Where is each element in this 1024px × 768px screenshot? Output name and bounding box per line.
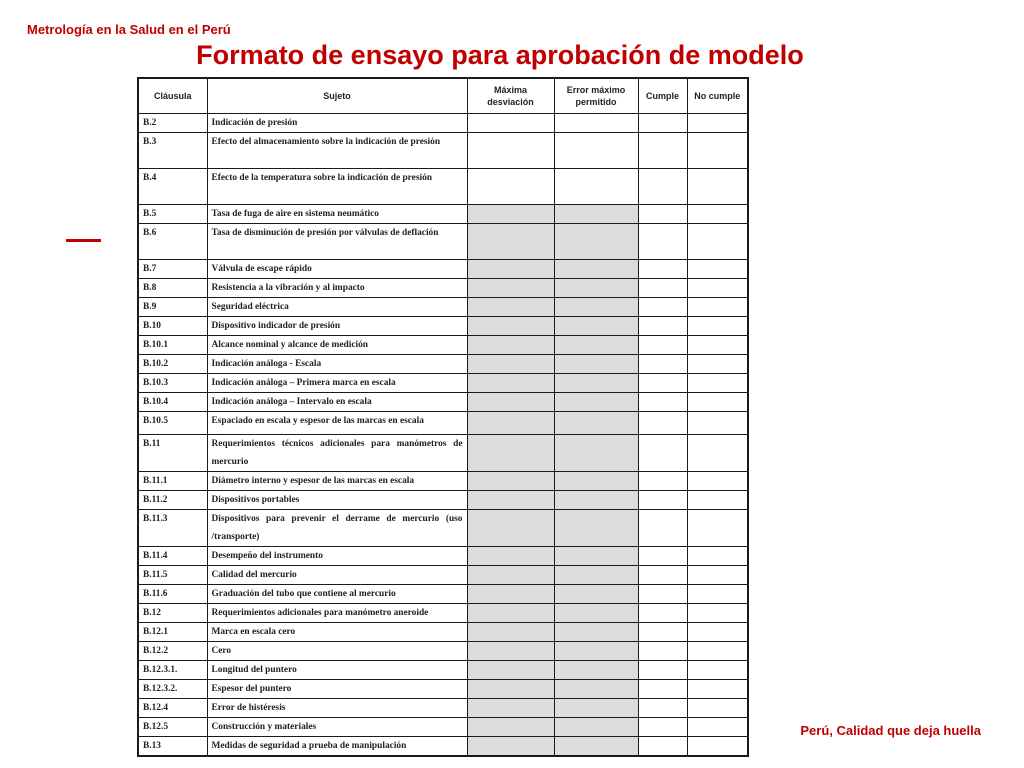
- clause-cell: B.10.2: [138, 355, 207, 374]
- header-not-complies: No cumple: [687, 78, 748, 114]
- clause-cell: B.8: [138, 279, 207, 298]
- max-error-cell[interactable]: [554, 169, 638, 205]
- table-row: [138, 547, 748, 566]
- max-deviation-cell[interactable]: [467, 114, 554, 133]
- complies-cell[interactable]: [638, 133, 687, 169]
- not-complies-cell[interactable]: [687, 472, 748, 491]
- subject-cell: Tasa de disminución de presión por válvulas de deflación: [207, 224, 467, 260]
- complies-cell[interactable]: [638, 114, 687, 133]
- table-row: [138, 260, 748, 279]
- max-deviation-cell[interactable]: [467, 435, 554, 472]
- table-row: [138, 491, 748, 510]
- table-row: [138, 169, 748, 205]
- clause-cell: B.11.4: [138, 547, 207, 566]
- clause-cell: B.12: [138, 604, 207, 623]
- max-error-cell[interactable]: [554, 374, 638, 393]
- not-complies-cell[interactable]: [687, 114, 748, 133]
- max-error-cell[interactable]: [554, 661, 638, 680]
- max-deviation-cell[interactable]: [467, 547, 554, 566]
- clause-cell: B.10.1: [138, 336, 207, 355]
- table-row: [138, 298, 748, 317]
- table-row: [138, 205, 748, 224]
- subject-cell: Longitud del puntero: [207, 661, 467, 680]
- not-complies-cell[interactable]: [687, 336, 748, 355]
- not-complies-cell[interactable]: [687, 491, 748, 510]
- clause-cell: B.12.5: [138, 718, 207, 737]
- table-row: [138, 510, 748, 547]
- footer-tagline: Perú, Calidad que deja huella: [800, 723, 981, 738]
- not-complies-cell[interactable]: [687, 224, 748, 260]
- max-error-cell[interactable]: [554, 472, 638, 491]
- not-complies-cell[interactable]: [687, 317, 748, 336]
- max-error-cell[interactable]: [554, 260, 638, 279]
- subject-cell: Marca en escala cero: [207, 623, 467, 642]
- not-complies-cell[interactable]: [687, 661, 748, 680]
- complies-cell[interactable]: [638, 279, 687, 298]
- table-row: [138, 623, 748, 642]
- subject-cell: Indicación análoga – Intervalo en escala: [207, 393, 467, 412]
- clause-cell: B.11.5: [138, 566, 207, 585]
- max-deviation-cell[interactable]: [467, 298, 554, 317]
- max-error-cell[interactable]: [554, 718, 638, 737]
- max-error-cell[interactable]: [554, 642, 638, 661]
- complies-cell[interactable]: [638, 718, 687, 737]
- complies-cell[interactable]: [638, 435, 687, 472]
- subject-cell: Válvula de escape rápido: [207, 260, 467, 279]
- max-error-cell[interactable]: [554, 298, 638, 317]
- not-complies-cell[interactable]: [687, 566, 748, 585]
- header-max-deviation: Máxima desviación: [467, 78, 554, 114]
- clause-cell: B.13: [138, 737, 207, 757]
- not-complies-cell[interactable]: [687, 260, 748, 279]
- clause-cell: B.12.2: [138, 642, 207, 661]
- max-deviation-cell[interactable]: [467, 393, 554, 412]
- subject-cell: Indicación de presión: [207, 114, 467, 133]
- table-row: [138, 224, 748, 260]
- subject-cell: Indicación análoga - Escala: [207, 355, 467, 374]
- table-row: [138, 642, 748, 661]
- max-deviation-cell[interactable]: [467, 585, 554, 604]
- max-error-cell[interactable]: [554, 317, 638, 336]
- not-complies-cell[interactable]: [687, 699, 748, 718]
- subject-cell: Tasa de fuga de aire en sistema neumático: [207, 205, 467, 224]
- table-row: [138, 737, 748, 757]
- max-error-cell[interactable]: [554, 412, 638, 435]
- max-error-cell[interactable]: [554, 205, 638, 224]
- clause-cell: B.5: [138, 205, 207, 224]
- test-format-table: [137, 77, 749, 757]
- not-complies-cell[interactable]: [687, 298, 748, 317]
- complies-cell[interactable]: [638, 737, 687, 757]
- subject-cell: Graduación del tubo que contiene al mercurio: [207, 585, 467, 604]
- table-body: [138, 114, 748, 757]
- table-row: [138, 374, 748, 393]
- table-row: [138, 279, 748, 298]
- max-error-cell[interactable]: [554, 133, 638, 169]
- complies-cell[interactable]: [638, 374, 687, 393]
- max-error-cell[interactable]: [554, 680, 638, 699]
- not-complies-cell[interactable]: [687, 205, 748, 224]
- subject-cell: Efecto del almacenamiento sobre la indicación de presión: [207, 133, 467, 169]
- max-deviation-cell[interactable]: [467, 661, 554, 680]
- clause-cell: B.10: [138, 317, 207, 336]
- clause-cell: B.11: [138, 435, 207, 472]
- max-deviation-cell[interactable]: [467, 472, 554, 491]
- complies-cell[interactable]: [638, 224, 687, 260]
- subject-cell: Seguridad eléctrica: [207, 298, 467, 317]
- not-complies-cell[interactable]: [687, 435, 748, 472]
- not-complies-cell[interactable]: [687, 642, 748, 661]
- subject-cell: Espaciado en escala y espesor de las marcas en escala: [207, 412, 467, 435]
- max-error-cell[interactable]: [554, 393, 638, 412]
- clause-cell: B.11.3: [138, 510, 207, 547]
- table-row: [138, 336, 748, 355]
- complies-cell[interactable]: [638, 699, 687, 718]
- header-max-error: Error máximo permitido: [554, 78, 638, 114]
- max-error-cell[interactable]: [554, 623, 638, 642]
- max-error-cell[interactable]: [554, 737, 638, 757]
- complies-cell[interactable]: [638, 661, 687, 680]
- header-clause: Cláusula: [138, 78, 207, 114]
- max-deviation-cell[interactable]: [467, 205, 554, 224]
- max-error-cell[interactable]: [554, 224, 638, 260]
- clause-cell: B.12.4: [138, 699, 207, 718]
- complies-cell[interactable]: [638, 547, 687, 566]
- max-deviation-cell[interactable]: [467, 491, 554, 510]
- not-complies-cell[interactable]: [687, 623, 748, 642]
- clause-cell: B.7: [138, 260, 207, 279]
- complies-cell[interactable]: [638, 355, 687, 374]
- clause-cell: B.12.1: [138, 623, 207, 642]
- max-deviation-cell[interactable]: [467, 566, 554, 585]
- subject-cell: Medidas de seguridad a prueba de manipulación: [207, 737, 467, 757]
- max-deviation-cell[interactable]: [467, 133, 554, 169]
- complies-cell[interactable]: [638, 298, 687, 317]
- header-subject: Sujeto: [207, 78, 467, 114]
- max-error-cell[interactable]: [554, 114, 638, 133]
- not-complies-cell[interactable]: [687, 585, 748, 604]
- subject-cell: Dispositivos portables: [207, 491, 467, 510]
- complies-cell[interactable]: [638, 412, 687, 435]
- clause-cell: B.10.3: [138, 374, 207, 393]
- complies-cell[interactable]: [638, 317, 687, 336]
- max-deviation-cell[interactable]: [467, 642, 554, 661]
- max-error-cell[interactable]: [554, 547, 638, 566]
- max-deviation-cell[interactable]: [467, 355, 554, 374]
- max-deviation-cell[interactable]: [467, 169, 554, 205]
- max-deviation-cell[interactable]: [467, 510, 554, 547]
- clause-cell: B.10.5: [138, 412, 207, 435]
- max-deviation-cell[interactable]: [467, 699, 554, 718]
- not-complies-cell[interactable]: [687, 279, 748, 298]
- max-deviation-cell[interactable]: [467, 680, 554, 699]
- max-error-cell[interactable]: [554, 491, 638, 510]
- max-error-cell[interactable]: [554, 566, 638, 585]
- table-row: [138, 680, 748, 699]
- decorative-dash: [66, 239, 101, 242]
- subject-cell: Indicación análoga – Primera marca en escala: [207, 374, 467, 393]
- not-complies-cell[interactable]: [687, 604, 748, 623]
- subject-cell: Cero: [207, 642, 467, 661]
- max-error-cell[interactable]: [554, 435, 638, 472]
- clause-cell: B.3: [138, 133, 207, 169]
- complies-cell[interactable]: [638, 585, 687, 604]
- complies-cell[interactable]: [638, 510, 687, 547]
- header-complies: Cumple: [638, 78, 687, 114]
- clause-cell: B.6: [138, 224, 207, 260]
- table-row: [138, 661, 748, 680]
- subject-cell: Dispositivo indicador de presión: [207, 317, 467, 336]
- max-deviation-cell[interactable]: [467, 737, 554, 757]
- complies-cell[interactable]: [638, 642, 687, 661]
- table-row: [138, 435, 748, 472]
- max-deviation-cell[interactable]: [467, 224, 554, 260]
- subject-cell: Calidad del mercurio: [207, 566, 467, 585]
- max-deviation-cell[interactable]: [467, 260, 554, 279]
- max-error-cell[interactable]: [554, 355, 638, 374]
- complies-cell[interactable]: [638, 260, 687, 279]
- max-error-cell[interactable]: [554, 336, 638, 355]
- subject-cell: Efecto de la temperatura sobre la indicación de presión: [207, 169, 467, 205]
- slide-subtitle: Metrología en la Salud en el Perú: [27, 22, 231, 37]
- not-complies-cell[interactable]: [687, 374, 748, 393]
- clause-cell: B.12.3.2.: [138, 680, 207, 699]
- max-error-cell[interactable]: [554, 279, 638, 298]
- table-header-row: [138, 78, 748, 114]
- subject-cell: Resistencia a la vibración y al impacto: [207, 279, 467, 298]
- slide-title: Formato de ensayo para aprobación de modelo: [196, 40, 804, 70]
- table-row: [138, 393, 748, 412]
- clause-cell: B.11.2: [138, 491, 207, 510]
- max-deviation-cell[interactable]: [467, 412, 554, 435]
- max-deviation-cell[interactable]: [467, 604, 554, 623]
- not-complies-cell[interactable]: [687, 510, 748, 547]
- subject-cell: Dispositivos para prevenir el derrame de mercurio (uso /transporte): [207, 510, 467, 547]
- not-complies-cell[interactable]: [687, 718, 748, 737]
- max-deviation-cell[interactable]: [467, 336, 554, 355]
- subject-cell: Error de histéresis: [207, 699, 467, 718]
- not-complies-cell[interactable]: [687, 355, 748, 374]
- table-row: [138, 317, 748, 336]
- table-row: [138, 114, 748, 133]
- not-complies-cell[interactable]: [687, 393, 748, 412]
- not-complies-cell[interactable]: [687, 412, 748, 435]
- clause-cell: B.2: [138, 114, 207, 133]
- not-complies-cell[interactable]: [687, 680, 748, 699]
- table-row: [138, 566, 748, 585]
- max-error-cell[interactable]: [554, 699, 638, 718]
- complies-cell[interactable]: [638, 604, 687, 623]
- clause-cell: B.11.6: [138, 585, 207, 604]
- max-deviation-cell[interactable]: [467, 317, 554, 336]
- not-complies-cell[interactable]: [687, 737, 748, 757]
- subject-cell: Requerimientos técnicos adicionales para manómetros de mercurio: [207, 435, 467, 472]
- complies-cell[interactable]: [638, 472, 687, 491]
- not-complies-cell[interactable]: [687, 169, 748, 205]
- complies-cell[interactable]: [638, 566, 687, 585]
- subject-cell: Alcance nominal y alcance de medición: [207, 336, 467, 355]
- table-row: [138, 718, 748, 737]
- clause-cell: B.10.4: [138, 393, 207, 412]
- max-deviation-cell[interactable]: [467, 374, 554, 393]
- table-row: [138, 133, 748, 169]
- max-error-cell[interactable]: [554, 585, 638, 604]
- subject-cell: Desempeño del instrumento: [207, 547, 467, 566]
- complies-cell[interactable]: [638, 623, 687, 642]
- clause-cell: B.12.3.1.: [138, 661, 207, 680]
- complies-cell[interactable]: [638, 393, 687, 412]
- table-row: [138, 412, 748, 435]
- complies-cell[interactable]: [638, 680, 687, 699]
- subject-cell: Construcción y materiales: [207, 718, 467, 737]
- max-deviation-cell[interactable]: [467, 718, 554, 737]
- clause-cell: B.11.1: [138, 472, 207, 491]
- complies-cell[interactable]: [638, 491, 687, 510]
- table-row: [138, 355, 748, 374]
- max-deviation-cell[interactable]: [467, 623, 554, 642]
- not-complies-cell[interactable]: [687, 133, 748, 169]
- clause-cell: B.9: [138, 298, 207, 317]
- subject-cell: Espesor del puntero: [207, 680, 467, 699]
- table-row: [138, 699, 748, 718]
- max-error-cell[interactable]: [554, 604, 638, 623]
- table-row: [138, 585, 748, 604]
- max-deviation-cell[interactable]: [467, 279, 554, 298]
- table-row: [138, 604, 748, 623]
- subject-cell: Diámetro interno y espesor de las marcas en escala: [207, 472, 467, 491]
- complies-cell[interactable]: [638, 169, 687, 205]
- max-error-cell[interactable]: [554, 510, 638, 547]
- not-complies-cell[interactable]: [687, 547, 748, 566]
- subject-cell: Requerimientos adicionales para manómetro aneroide: [207, 604, 467, 623]
- table-row: [138, 472, 748, 491]
- complies-cell[interactable]: [638, 336, 687, 355]
- clause-cell: B.4: [138, 169, 207, 205]
- complies-cell[interactable]: [638, 205, 687, 224]
